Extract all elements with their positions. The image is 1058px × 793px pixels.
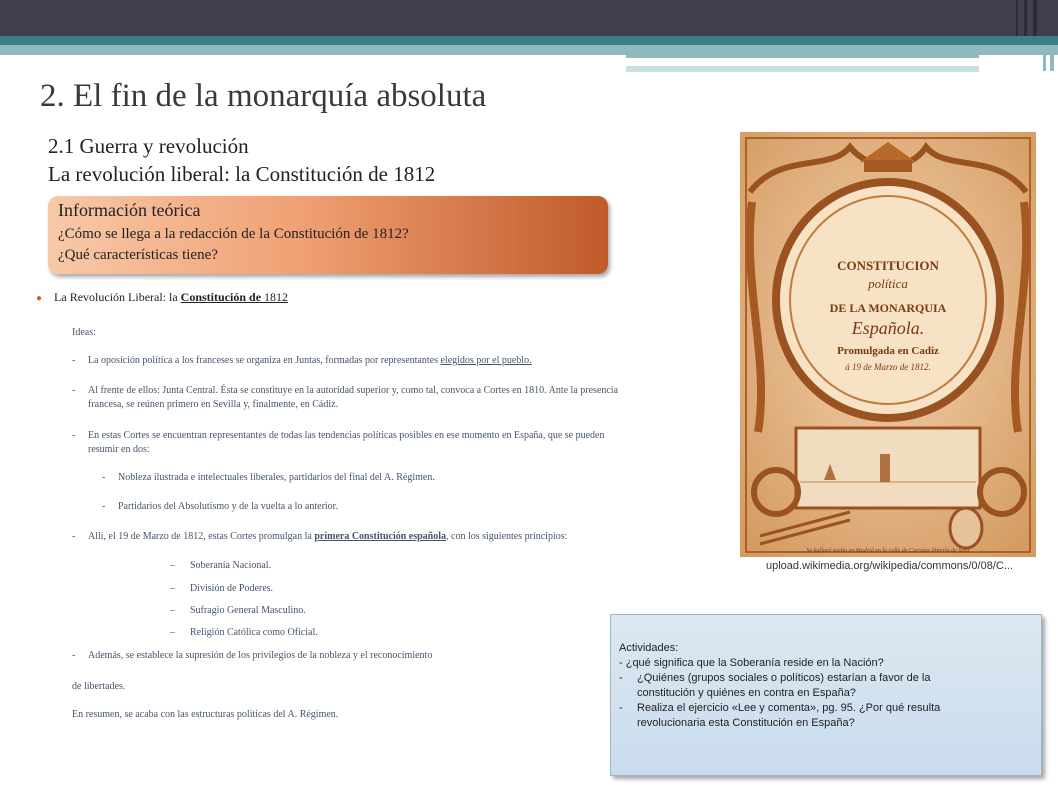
- activity-item-3-line-1: Realiza el ejercicio «Lee y comenta», pg. 95. ¿Por qué resulta: [637, 702, 941, 714]
- principle-text: Religión Católica como Oficial.: [190, 627, 318, 638]
- p2-line-1: Al frente de ellos: Junta Central. Ésta se constituye en la autoridad superior y, como tal, convoca a Cortes en 1810. Ante la presencia: [88, 385, 619, 396]
- paragraph-5b: de libertades.: [72, 681, 126, 692]
- p2-line-2: francesa, se reúnen primero en Sevilla y, finalmente, en Cádiz.: [88, 399, 339, 410]
- tower-icon: [880, 454, 890, 482]
- emblem-subtitle: política: [868, 276, 908, 291]
- decor-stripe: [1033, 0, 1037, 36]
- emblem-line: Española.: [851, 318, 925, 338]
- bullet-link[interactable]: [181, 290, 288, 304]
- bullet-prefix: La Revolución Liberal: la: [54, 290, 181, 304]
- cover-illustration: [740, 132, 1036, 572]
- activity-item-2-line-2: constitución y quiénes en contra en España?: [637, 687, 856, 699]
- activity-item-3: - Realiza el ejercicio «Lee y comenta», pg. 95. ¿Por qué resulta revolucionaria esta Constitución en España?: [619, 701, 979, 731]
- emblem-line: Promulgada en Cadiz: [837, 345, 939, 357]
- info-question-2: ¿Qué características tiene?: [58, 247, 218, 263]
- bullet-bold: Constitución de: [180, 290, 262, 304]
- bullet-icon: ●: [36, 293, 43, 304]
- teal-band: [0, 36, 1058, 45]
- slide-title: 2. El fin de la monarquía absoluta: [40, 78, 487, 114]
- crown-base: [864, 160, 912, 172]
- p1-link[interactable]: elegidos por el pueblo.: [440, 355, 532, 366]
- p4-text-1: Allí, el 19 de Marzo de 1812, estas Cortes promulgan la: [88, 531, 315, 542]
- info-box: [48, 196, 608, 274]
- activity-item-3-line-2: revolucionaria esta Constitución en España?: [637, 717, 855, 729]
- bullet-year: 1812: [261, 290, 289, 304]
- decor-stripe: [1024, 0, 1027, 36]
- p4-text-2: , con los siguientes principios:: [446, 531, 568, 542]
- activities-box: [610, 614, 1042, 776]
- image-caption[interactable]: upload.wikimedia.org/wikipedia/commons/0/08/C...: [766, 560, 1014, 572]
- activity-item-2-line-1: ¿Quiénes (grupos sociales o políticos) estarían a favor de la: [637, 672, 931, 684]
- ideas-label: Ideas:: [72, 327, 96, 338]
- emblem-title: CONSTITUCION: [837, 258, 939, 273]
- p3a-text: Nobleza ilustrada e intelectuales liberales, partidarios del final del A. Régimen.: [118, 472, 435, 483]
- cover-footer-text: Se hallará suelta en Madrid en la calle de Carretas librería de Sanz: [806, 548, 970, 554]
- info-question-1: ¿Cómo se llega a la redacción de la Constitución de 1812?: [58, 226, 409, 242]
- paragraph-6: En resumen, se acaba con las estructuras políticas del A. Régimen.: [72, 709, 339, 720]
- info-heading: Información teórica: [58, 200, 201, 220]
- p5-text: Además, se establece la supresión de los privilegios de la nobleza y el reconocimiento: [88, 650, 433, 661]
- activity-item-2: - ¿Quiénes (grupos sociales o políticos) estarían a favor de la constitución y quiénes en contra en España?: [619, 671, 979, 701]
- p1-text: La oposición política a los franceses se organiza en Juntas, formadas por representantes: [88, 355, 441, 366]
- p3b-text: Partidarios del Absolutismo y de la vuelta a lo anterior.: [118, 501, 338, 512]
- decor-line: [626, 55, 979, 58]
- slide-subtitle: [48, 132, 435, 188]
- emblem-oval: [776, 182, 1000, 418]
- principle-text: División de Poderes.: [190, 583, 274, 594]
- emblem-line: DE LA MONARQUIA: [829, 301, 947, 315]
- activities-heading: Actividades:: [619, 642, 679, 654]
- p3-line-2: resumir en dos:: [88, 444, 150, 455]
- mask-icon: [950, 508, 982, 548]
- principle-text: Sufragio General Masculino.: [190, 605, 306, 616]
- p4-link[interactable]: primera Constitución española: [314, 531, 447, 542]
- emblem-line: á 19 de Marzo de 1812.: [845, 362, 931, 372]
- decor-stripe: [1050, 55, 1054, 71]
- activities-content: [619, 641, 979, 731]
- p3-line-1: En estas Cortes se encuentran representantes de todas las tendencias políticas posibles en ese momento en España, que se pueden: [88, 430, 605, 441]
- activity-item-1: - ¿qué significa que la Soberanía reside en la Nación?: [619, 657, 884, 669]
- decor-stripe: [1043, 55, 1046, 71]
- teal-band-light: [0, 45, 1058, 55]
- constitution-cover-image: [740, 132, 1036, 572]
- subtitle-line-1: 2.1 Guerra y revolución: [48, 134, 249, 158]
- principle-text: Soberanía Nacional.: [190, 560, 272, 571]
- decor-line: [626, 66, 979, 72]
- decor-stripe: [1016, 0, 1018, 36]
- top-bar: [0, 0, 1058, 36]
- main-bullet: [36, 290, 288, 305]
- subtitle-line-2: La revolución liberal: la Constitución de 1812: [48, 162, 436, 186]
